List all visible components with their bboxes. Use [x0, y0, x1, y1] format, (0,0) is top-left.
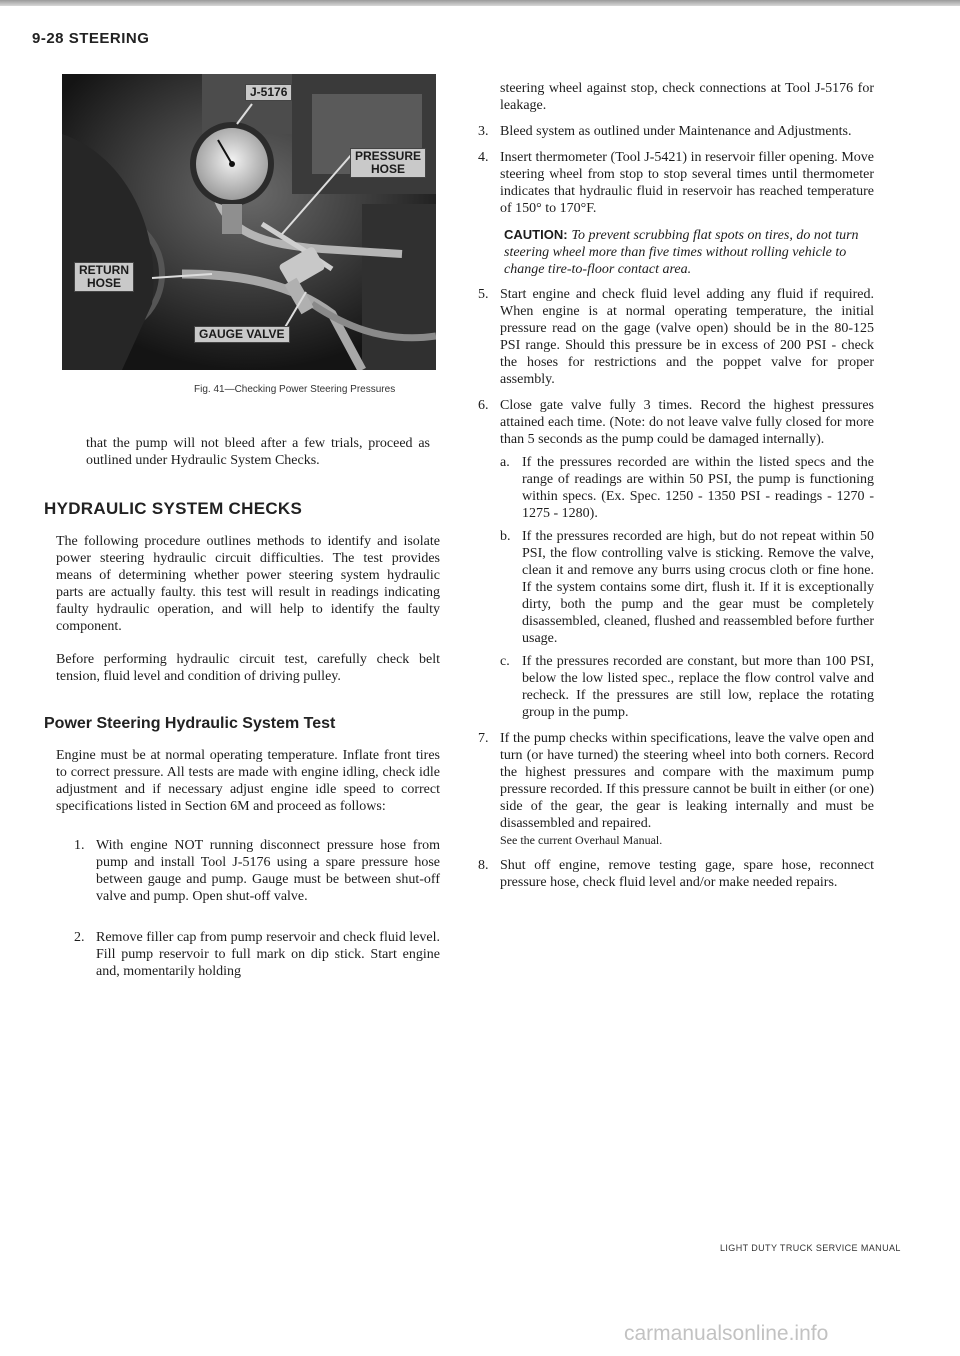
- right-steps-list-2: [478, 286, 874, 891]
- step-number: 4.: [478, 150, 489, 165]
- step-text: If the pump checks within specifications, leave the valve open and turn (or have turned) the steering wheel into both corners. Record the highest pressures and compare with the maximum pump pressure recorded. If this pressure cannot be built in either (or one) side of the gear, the gear is leaking internally and must be disassembled and repaired.: [500, 731, 874, 831]
- step6-substeps: [500, 454, 874, 721]
- substep-text: If the pressures recorded are constant, but more than 100 PSI, below the low listed spec., replace the flow control valve and recheck. If the pressures are still low, replace the rotating group in the pump.: [522, 654, 874, 720]
- left-column: [44, 74, 440, 1004]
- substep-letter: c.: [500, 654, 510, 669]
- step-text: Insert thermometer (Tool J-5421) in reservoir filler opening. Move steering wheel from stop to stop several times until thermometer indicates that hydraulic fluid in reservoir has reached temperature of 150° to 170°F.: [500, 150, 874, 216]
- step-text: Remove filler cap from pump reservoir and check fluid level. Fill pump reservoir to full mark on dip stick. Start engine and, momentarily holding: [96, 930, 440, 979]
- caution-label: CAUTION:: [504, 227, 568, 242]
- step-number: 1.: [74, 838, 85, 853]
- step-text: Bleed system as outlined under Maintenance and Adjustments.: [500, 124, 852, 139]
- step-item: [478, 730, 874, 848]
- step-number: 5.: [478, 287, 489, 302]
- left-steps-list: [74, 837, 440, 980]
- step-item: [478, 286, 874, 388]
- substep-text: If the pressures recorded are high, but do not repeat within 50 PSI, the flow controlling valve is sticking. Remove the valve, clean it and remove any burrs using crocus cloth or fine hone. If the system contains some dirt, flush it. If it is exceptionally dirty, both the pump and the gear must be completely disassembled, cleaned, flushed and reassembled before further usage.: [522, 529, 874, 646]
- step-item: [74, 837, 440, 905]
- figure-photo: [62, 74, 436, 370]
- step-text: Start engine and check fluid level adding any fluid if required. When engine is at normal operating temperature, the initial pressure read on the gage (valve open) should be in the 80-125 PSI range. Should this pressure be in excess of 200 PSI - check the hoses for restrictions and the poppet valve for proper assembly.: [500, 287, 874, 387]
- test-intro-paragraph: Engine must be at normal operating temperature. Inflate front tires to correct pressure. All tests are made with engine idling, check idle adjustment and if necessary adjust engine idle speed to correct specifications listed in Section 6M and proceed as follows:: [56, 748, 440, 814]
- section-title: HYDRAULIC SYSTEM CHECKS: [44, 499, 303, 518]
- right-column: [478, 80, 874, 900]
- page-header: 9-28 STEERING: [32, 30, 150, 47]
- step-number: 6.: [478, 398, 489, 413]
- step-item: [478, 149, 874, 217]
- step-number: 7.: [478, 731, 489, 746]
- intro-paragraph-1: The following procedure outlines methods to identify and isolate power steering hydraulic circuit difficulties. The test provides means of determining whether power steering system hydraulic parts are actually faulty. this test will result in readings indicating faulty hydraulic operation, and will help to identify the faulty component.: [56, 534, 440, 634]
- page-footer: LIGHT DUTY TRUCK SERVICE MANUAL: [720, 1243, 901, 1253]
- substep-letter: b.: [500, 529, 511, 544]
- step-number: 8.: [478, 858, 489, 873]
- step-text: Close gate valve fully 3 times. Record the highest pressures attained each time. (Note: do not leave valve fully closed for more than 5 seconds as the pump could be damaged internally).: [500, 398, 874, 447]
- continuation-paragraph: that the pump will not bleed after a few trials, proceed as outlined under Hydraulic System Checks.: [86, 436, 430, 468]
- caution-text: To prevent scrubbing flat spots on tires, do not turn steering wheel more than five times without rolling vehicle to change tire-to-floor contact area.: [504, 228, 859, 277]
- watermark: carmanualsonline.info: [624, 1322, 829, 1345]
- step-number: 2.: [74, 930, 85, 945]
- step-text: Shut off engine, remove testing gage, spare hose, reconnect pressure hose, check fluid level and/or make needed repairs.: [500, 858, 874, 890]
- label-tool-j5176: J-5176: [245, 84, 292, 101]
- step-item: [478, 397, 874, 721]
- label-gauge-valve: GAUGE VALVE: [194, 326, 290, 343]
- figure-caption: Fig. 41—Checking Power Steering Pressures: [194, 384, 396, 395]
- top-rule: [0, 0, 960, 6]
- step-number: 3.: [478, 124, 489, 139]
- label-return-hose: RETURN HOSE: [74, 262, 134, 292]
- right-steps-list: [478, 80, 874, 217]
- overhaul-note: See the current Overhaul Manual.: [500, 833, 663, 847]
- intro-paragraph-2: Before performing hydraulic circuit test, carefully check belt tension, fluid level and condition of driving pulley.: [56, 652, 440, 684]
- substep-item: [500, 528, 874, 647]
- step-item: [74, 929, 440, 980]
- caution-note: [504, 226, 860, 278]
- subsection-title: Power Steering Hydraulic System Test: [44, 715, 336, 732]
- label-pressure-hose: PRESSURE HOSE: [350, 148, 426, 178]
- step-item-continued: [478, 80, 874, 114]
- substep-item: [500, 454, 874, 522]
- substep-letter: a.: [500, 455, 510, 470]
- step-item: [478, 857, 874, 891]
- substep-item: [500, 653, 874, 721]
- step-item: [478, 123, 874, 140]
- substep-text: If the pressures recorded are within the listed specs and the range of readings are within 50 PSI, the pump is functioning within specs. (Ex. Spec. 1250 - 1350 PSI - readings - 1270 - 1275 - 1280).: [522, 455, 874, 521]
- step-text: steering wheel against stop, check connections at Tool J-5176 for leakage.: [500, 81, 874, 113]
- step-text: With engine NOT running disconnect pressure hose from pump and install Tool J-5176 using a spare pressure hose between gauge and pump. Gauge must be between shut-off valve and pump. Open shut-off valve.: [96, 838, 440, 904]
